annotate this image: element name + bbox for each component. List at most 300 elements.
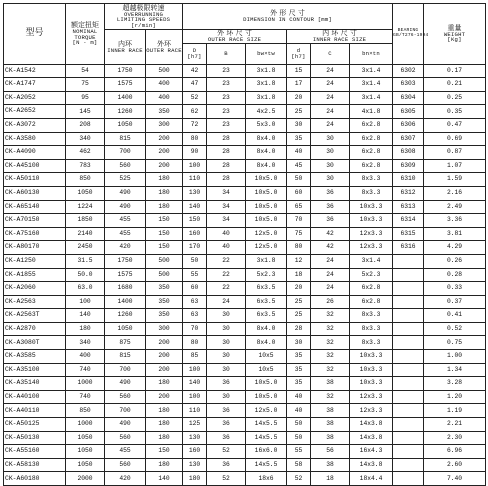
table-row: [4, 322, 486, 336]
cell-inner-c: 36: [311, 214, 350, 228]
cell-torque: 850: [66, 173, 105, 187]
cell-torque: 400: [66, 350, 105, 364]
cell-inner-bn: 14x3.8: [350, 458, 393, 472]
cell-outer-d: 100: [183, 390, 207, 404]
cell-outer-d: 70: [183, 322, 207, 336]
inner-race-speed-header: 内环 INNER RACE: [105, 30, 146, 65]
cell-inner-c: 32: [311, 309, 350, 323]
dimension-header: 外 形 尺 寸 DIMENSION IN CONTOUR [mm]: [183, 4, 393, 30]
cell-torque: 462: [66, 146, 105, 160]
cell-inner-speed: 490: [105, 418, 146, 432]
cell-inner-speed: 560: [105, 458, 146, 472]
cell-outer-b: 52: [207, 472, 246, 486]
cell-outer-speed: 200: [146, 350, 183, 364]
cell-outer-d: 52: [183, 91, 207, 105]
cell-inner-d: 15: [287, 64, 311, 78]
cell-inner-speed: 420: [105, 241, 146, 255]
cell-inner-bn: 12x3.3: [350, 390, 393, 404]
cell-inner-c: 24: [311, 78, 350, 92]
cell-outer-bt: 8x4.0: [246, 146, 287, 160]
cell-inner-c: 42: [311, 241, 350, 255]
cell-bearing: [393, 431, 424, 445]
cell-bearing: [393, 363, 424, 377]
cell-weight: 6.96: [424, 445, 486, 459]
cell-inner-d: 30: [287, 118, 311, 132]
cell-outer-speed: 200: [146, 132, 183, 146]
cell-outer-b: 36: [207, 418, 246, 432]
cell-outer-d: 72: [183, 118, 207, 132]
col-D-header: D [h7]: [183, 43, 207, 64]
cell-bearing: [393, 336, 424, 350]
cell-outer-speed: 180: [146, 173, 183, 187]
cell-outer-bt: 10x5: [246, 363, 287, 377]
cell-outer-speed: 180: [146, 377, 183, 391]
table-row: [4, 350, 486, 364]
cell-bearing: [393, 458, 424, 472]
cell-outer-b: 36: [207, 377, 246, 391]
cell-model: CK-A4090: [4, 146, 66, 160]
cell-outer-speed: 400: [146, 78, 183, 92]
cell-inner-bn: 12x3.3: [350, 227, 393, 241]
cell-torque: 1000: [66, 377, 105, 391]
table-row: [4, 214, 486, 228]
cell-outer-speed: 200: [146, 363, 183, 377]
cell-outer-d: 55: [183, 268, 207, 282]
cell-inner-c: 32: [311, 363, 350, 377]
cell-weight: 2.60: [424, 458, 486, 472]
cell-inner-speed: 1750: [105, 254, 146, 268]
cell-model: CK-A80170: [4, 241, 66, 255]
cell-outer-bt: 3x1.8: [246, 91, 287, 105]
cell-weight: 2.30: [424, 431, 486, 445]
cell-inner-bn: 6x2.8: [350, 146, 393, 160]
cell-outer-speed: 150: [146, 445, 183, 459]
cell-inner-speed: 525: [105, 173, 146, 187]
cell-inner-speed: 700: [105, 404, 146, 418]
cell-outer-b: 30: [207, 336, 246, 350]
cell-model: CK-A1855: [4, 268, 66, 282]
cell-weight: 4.29: [424, 241, 486, 255]
cell-inner-d: 25: [287, 295, 311, 309]
cell-inner-d: 60: [287, 186, 311, 200]
cell-bearing: 6308: [393, 146, 424, 160]
cell-torque: 850: [66, 404, 105, 418]
cell-outer-b: 28: [207, 173, 246, 187]
outer-race-size-header: 外 环 尺 寸 OUTER RACE SIZE: [183, 30, 287, 44]
cell-outer-bt: 3x1.8: [246, 254, 287, 268]
cell-inner-d: 28: [287, 322, 311, 336]
cell-outer-b: 30: [207, 390, 246, 404]
cell-outer-d: 110: [183, 404, 207, 418]
cell-inner-bn: 3x1.4: [350, 64, 393, 78]
cell-weight: 2.16: [424, 186, 486, 200]
cell-torque: 1850: [66, 214, 105, 228]
cell-outer-d: 180: [183, 472, 207, 486]
cell-torque: 63.0: [66, 282, 105, 296]
cell-outer-speed: 400: [146, 91, 183, 105]
cell-bearing: 6315: [393, 227, 424, 241]
cell-weight: 1.07: [424, 159, 486, 173]
cell-outer-bt: 10x5.0: [246, 186, 287, 200]
cell-model: CK-A35140: [4, 377, 66, 391]
cell-outer-d: 130: [183, 458, 207, 472]
cell-outer-bt: 3x1.8: [246, 64, 287, 78]
cell-inner-bn: 3x1.4: [350, 254, 393, 268]
cell-inner-c: 42: [311, 227, 350, 241]
cell-outer-b: 30: [207, 309, 246, 323]
cell-inner-bn: 8x3.3: [350, 173, 393, 187]
cell-inner-d: 35: [287, 363, 311, 377]
cell-inner-d: 75: [287, 227, 311, 241]
cell-outer-speed: 180: [146, 431, 183, 445]
cell-outer-speed: 300: [146, 118, 183, 132]
cell-outer-bt: 12x5.0: [246, 404, 287, 418]
cell-outer-b: 24: [207, 295, 246, 309]
cell-outer-bt: 5x2.3: [246, 268, 287, 282]
cell-bearing: [393, 445, 424, 459]
cell-torque: 180: [66, 322, 105, 336]
cell-inner-speed: 1050: [105, 322, 146, 336]
cell-inner-speed: 1680: [105, 282, 146, 296]
cell-inner-d: 65: [287, 200, 311, 214]
table-row: [4, 268, 486, 282]
cell-outer-bt: 12x5.0: [246, 227, 287, 241]
cell-inner-bn: 18x4.4: [350, 472, 393, 486]
cell-inner-speed: 1260: [105, 309, 146, 323]
cell-bearing: [393, 254, 424, 268]
cell-inner-c: 32: [311, 350, 350, 364]
cell-model: CK-A58130: [4, 458, 66, 472]
cell-torque: 145: [66, 105, 105, 119]
cell-bearing: 6307: [393, 132, 424, 146]
cell-outer-b: 28: [207, 132, 246, 146]
cell-outer-d: 63: [183, 295, 207, 309]
cell-outer-b: 36: [207, 458, 246, 472]
cell-torque: 1050: [66, 458, 105, 472]
cell-bearing: [393, 350, 424, 364]
cell-weight: 0.25: [424, 91, 486, 105]
cell-inner-c: 18: [311, 472, 350, 486]
cell-torque: 1050: [66, 431, 105, 445]
cell-outer-bt: 14x5.5: [246, 458, 287, 472]
cell-outer-speed: 200: [146, 159, 183, 173]
cell-inner-bn: 6x2.8: [350, 159, 393, 173]
cell-torque: 1000: [66, 418, 105, 432]
table-row: [4, 309, 486, 323]
cell-inner-d: 50: [287, 418, 311, 432]
cell-outer-bt: 14x5.5: [246, 418, 287, 432]
cell-outer-d: 42: [183, 64, 207, 78]
table-row: [4, 186, 486, 200]
cell-inner-c: 32: [311, 336, 350, 350]
cell-inner-bn: 12x3.3: [350, 241, 393, 255]
cell-inner-speed: 875: [105, 336, 146, 350]
cell-outer-b: 30: [207, 322, 246, 336]
col-bt-header: bw×tw: [246, 43, 287, 64]
cell-inner-speed: 1575: [105, 78, 146, 92]
cell-torque: 140: [66, 309, 105, 323]
col-B-header: B: [207, 43, 246, 64]
cell-inner-c: 36: [311, 186, 350, 200]
cell-outer-d: 130: [183, 431, 207, 445]
cell-bearing: [393, 295, 424, 309]
cell-inner-bn: 8x3.3: [350, 309, 393, 323]
cell-outer-speed: 350: [146, 105, 183, 119]
cell-outer-b: 34: [207, 200, 246, 214]
table-row: [4, 254, 486, 268]
cell-model: CK-A65140: [4, 200, 66, 214]
cell-outer-bt: 10x5.0: [246, 200, 287, 214]
cell-torque: 1050: [66, 445, 105, 459]
table-row: [4, 363, 486, 377]
cell-model: CK-A40100: [4, 390, 66, 404]
cell-outer-speed: 140: [146, 472, 183, 486]
cell-inner-speed: 560: [105, 159, 146, 173]
outer-race-speed-header: 外环 OUTER RACE: [146, 30, 183, 65]
cell-torque: 208: [66, 118, 105, 132]
cell-outer-d: 160: [183, 227, 207, 241]
cell-inner-c: 38: [311, 377, 350, 391]
cell-outer-bt: 14x5.5: [246, 431, 287, 445]
weight-header: 重量 WEIGHT [Kg]: [424, 4, 486, 65]
cell-model: CK-A3585: [4, 350, 66, 364]
cell-inner-d: 17: [287, 78, 311, 92]
cell-torque: 740: [66, 390, 105, 404]
table-row: [4, 118, 486, 132]
cell-outer-d: 100: [183, 159, 207, 173]
cell-torque: 1050: [66, 186, 105, 200]
cell-bearing: [393, 309, 424, 323]
cell-torque: 340: [66, 336, 105, 350]
cell-bearing: 6312: [393, 186, 424, 200]
cell-model: CK-A3080T: [4, 336, 66, 350]
cell-inner-speed: 815: [105, 132, 146, 146]
cell-inner-bn: 8x3.3: [350, 336, 393, 350]
cell-inner-speed: 1400: [105, 295, 146, 309]
cell-weight: 0.28: [424, 268, 486, 282]
cell-outer-speed: 300: [146, 322, 183, 336]
cell-outer-b: 23: [207, 64, 246, 78]
cell-inner-d: 12: [287, 254, 311, 268]
cell-inner-bn: 4x1.8: [350, 105, 393, 119]
cell-outer-speed: 350: [146, 282, 183, 296]
cell-inner-bn: 5x2.3: [350, 268, 393, 282]
cell-torque: 2450: [66, 241, 105, 255]
cell-inner-speed: 1750: [105, 64, 146, 78]
cell-weight: 0.69: [424, 132, 486, 146]
cell-outer-d: 80: [183, 132, 207, 146]
table-row: [4, 458, 486, 472]
cell-inner-bn: 10x3.3: [350, 200, 393, 214]
cell-inner-c: 30: [311, 146, 350, 160]
cell-outer-d: 150: [183, 214, 207, 228]
cell-inner-c: 24: [311, 254, 350, 268]
cell-inner-bn: 3x1.4: [350, 78, 393, 92]
cell-outer-bt: 6x3.5: [246, 282, 287, 296]
table-header: [4, 4, 486, 65]
table-body: [4, 64, 486, 485]
cell-model: CK-A2563T: [4, 309, 66, 323]
table-row: [4, 336, 486, 350]
cell-outer-speed: 200: [146, 146, 183, 160]
cell-bearing: 6313: [393, 200, 424, 214]
cell-outer-bt: 10x5.0: [246, 390, 287, 404]
cell-inner-c: 32: [311, 322, 350, 336]
table-row: [4, 377, 486, 391]
table-row: [4, 173, 486, 187]
cell-outer-bt: 12x5.0: [246, 241, 287, 255]
cell-inner-bn: 10x3.3: [350, 214, 393, 228]
cell-weight: 0.37: [424, 295, 486, 309]
cell-outer-speed: 180: [146, 418, 183, 432]
cell-weight: 1.19: [424, 404, 486, 418]
cell-torque: 31.5: [66, 254, 105, 268]
bearing-header: BEARING GB/T276-1994: [393, 4, 424, 65]
cell-outer-speed: 150: [146, 227, 183, 241]
cell-inner-c: 38: [311, 431, 350, 445]
cell-outer-d: 85: [183, 350, 207, 364]
cell-outer-speed: 180: [146, 404, 183, 418]
cell-inner-d: 35: [287, 132, 311, 146]
cell-inner-d: 50: [287, 173, 311, 187]
cell-outer-speed: 200: [146, 336, 183, 350]
cell-inner-speed: 455: [105, 214, 146, 228]
cell-outer-bt: 10x5: [246, 350, 287, 364]
col-C-header: C: [311, 43, 350, 64]
cell-model: CK-A50130: [4, 431, 66, 445]
cell-outer-d: 60: [183, 282, 207, 296]
cell-bearing: [393, 390, 424, 404]
cell-inner-bn: 14x3.8: [350, 418, 393, 432]
table-row: [4, 200, 486, 214]
torque-header: 额定扭矩 NOMINAL TORQUE [N · m]: [66, 4, 105, 65]
cell-outer-speed: 150: [146, 214, 183, 228]
table-row: [4, 282, 486, 296]
cell-bearing: 6310: [393, 173, 424, 187]
cell-model: CK-A60180: [4, 472, 66, 486]
table-row: [4, 472, 486, 486]
cell-inner-bn: 6x2.8: [350, 295, 393, 309]
cell-inner-speed: 490: [105, 377, 146, 391]
cell-weight: 0.41: [424, 309, 486, 323]
cell-weight: 0.26: [424, 254, 486, 268]
cell-outer-b: 52: [207, 445, 246, 459]
cell-weight: 3.81: [424, 227, 486, 241]
table-row: [4, 445, 486, 459]
table-row: [4, 295, 486, 309]
cell-bearing: 6316: [393, 241, 424, 255]
cell-inner-d: 25: [287, 105, 311, 119]
table-row: [4, 132, 486, 146]
cell-outer-speed: 500: [146, 268, 183, 282]
cell-inner-c: 38: [311, 458, 350, 472]
cell-inner-c: 26: [311, 295, 350, 309]
table-row: [4, 404, 486, 418]
clutch-spec-table: [3, 3, 486, 486]
cell-inner-speed: 455: [105, 445, 146, 459]
cell-weight: 1.34: [424, 363, 486, 377]
cell-model: CK-A50125: [4, 418, 66, 432]
table-row: [4, 64, 486, 78]
cell-outer-b: 28: [207, 159, 246, 173]
cell-inner-d: 58: [287, 458, 311, 472]
cell-outer-speed: 150: [146, 241, 183, 255]
cell-outer-speed: 180: [146, 186, 183, 200]
inner-race-size-header: 内 环 尺 寸 INNER RACE SIZE: [287, 30, 393, 44]
cell-outer-d: 125: [183, 418, 207, 432]
cell-weight: 3.28: [424, 377, 486, 391]
cell-outer-bt: 8x4.0: [246, 322, 287, 336]
cell-inner-c: 24: [311, 282, 350, 296]
cell-model: CK-A75160: [4, 227, 66, 241]
cell-outer-bt: 8x4.0: [246, 159, 287, 173]
cell-inner-c: 30: [311, 132, 350, 146]
cell-inner-c: 24: [311, 105, 350, 119]
cell-inner-d: 30: [287, 336, 311, 350]
cell-outer-d: 130: [183, 186, 207, 200]
cell-model: CK-A45100: [4, 159, 66, 173]
cell-weight: 0.21: [424, 78, 486, 92]
cell-outer-b: 34: [207, 186, 246, 200]
cell-inner-c: 56: [311, 445, 350, 459]
speed-header: 超越极限转速 OVERRUNNING LIMITING SPEEDS [r/min]: [105, 4, 183, 30]
cell-bearing: [393, 377, 424, 391]
cell-outer-b: 23: [207, 105, 246, 119]
cell-model: CK-A50110: [4, 173, 66, 187]
cell-inner-d: 40: [287, 390, 311, 404]
cell-bearing: [393, 268, 424, 282]
cell-model: CK-A2870: [4, 322, 66, 336]
cell-inner-d: 80: [287, 241, 311, 255]
cell-bearing: [393, 418, 424, 432]
cell-inner-d: 70: [287, 214, 311, 228]
cell-torque: 100: [66, 295, 105, 309]
cell-outer-b: 36: [207, 404, 246, 418]
cell-torque: 2140: [66, 227, 105, 241]
cell-outer-d: 170: [183, 241, 207, 255]
cell-torque: 740: [66, 363, 105, 377]
cell-weight: 0.87: [424, 146, 486, 160]
cell-weight: 3.36: [424, 214, 486, 228]
cell-inner-bn: 6x2.8: [350, 132, 393, 146]
table-row: [4, 105, 486, 119]
cell-inner-bn: 6x2.8: [350, 282, 393, 296]
cell-inner-bn: 10x3.3: [350, 350, 393, 364]
cell-outer-b: 23: [207, 78, 246, 92]
table-row: [4, 159, 486, 173]
cell-inner-c: 36: [311, 200, 350, 214]
cell-inner-bn: 10x3.3: [350, 363, 393, 377]
cell-weight: 0.35: [424, 105, 486, 119]
table-row: [4, 146, 486, 160]
cell-weight: 2.49: [424, 200, 486, 214]
cell-weight: 0.17: [424, 64, 486, 78]
cell-model: CK-A2652: [4, 105, 66, 119]
cell-outer-speed: 500: [146, 254, 183, 268]
cell-outer-speed: 350: [146, 295, 183, 309]
cell-weight: 1.00: [424, 350, 486, 364]
cell-outer-b: 40: [207, 227, 246, 241]
cell-inner-bn: 8x3.3: [350, 186, 393, 200]
cell-inner-d: 20: [287, 282, 311, 296]
cell-bearing: 6306: [393, 118, 424, 132]
cell-inner-bn: 12x3.3: [350, 404, 393, 418]
cell-inner-speed: 490: [105, 186, 146, 200]
cell-outer-bt: 10x5.0: [246, 173, 287, 187]
cell-weight: 7.40: [424, 472, 486, 486]
cell-outer-b: 36: [207, 431, 246, 445]
cell-inner-speed: 490: [105, 200, 146, 214]
